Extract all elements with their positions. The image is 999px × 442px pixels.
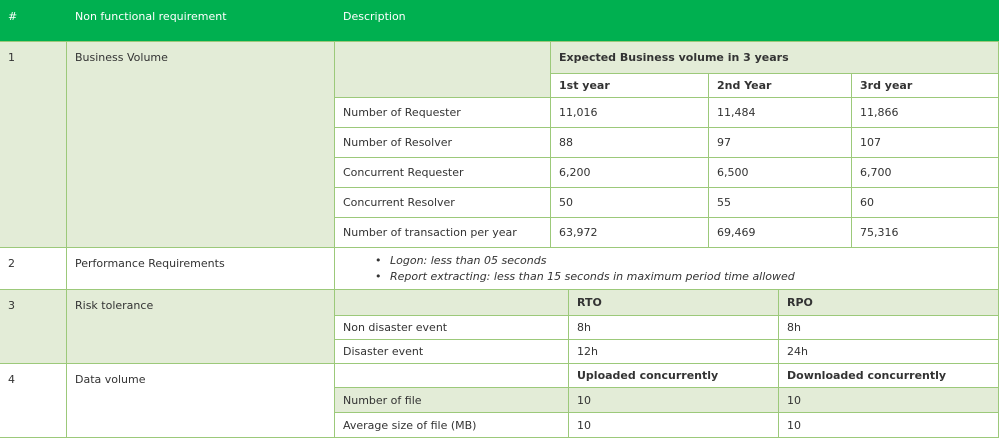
header-num: # xyxy=(8,10,18,23)
metric-value: 50 xyxy=(551,188,709,218)
risk-event-label: Non disaster event xyxy=(335,316,569,340)
risk-value: 8h xyxy=(779,316,999,340)
row1-blank-corner xyxy=(335,42,551,98)
rpo-header: RPO xyxy=(779,290,999,316)
metric-value: 11,484 xyxy=(709,98,852,128)
metric-value: 6,700 xyxy=(852,158,999,188)
bullet-icon: • xyxy=(375,270,382,283)
row4-num: 4 xyxy=(0,364,67,438)
row3-name: Risk tolerance xyxy=(67,290,335,364)
metric-value: 55 xyxy=(709,188,852,218)
year-1-header: 1st year xyxy=(551,74,709,98)
row1-name: Business Volume xyxy=(67,42,335,248)
data-item-label: Number of file xyxy=(335,388,569,413)
metric-value: 11,016 xyxy=(551,98,709,128)
metric-value: 6,500 xyxy=(709,158,852,188)
performance-description xyxy=(335,248,999,290)
metric-value: 6,200 xyxy=(551,158,709,188)
downloaded-header: Downloaded concurrently xyxy=(779,364,999,388)
metric-value: 69,469 xyxy=(709,218,852,248)
row2-name: Performance Requirements xyxy=(67,248,335,290)
data-value: 10 xyxy=(569,388,779,413)
year-2-header: 2nd Year xyxy=(709,74,852,98)
metric-label: Number of Resolver xyxy=(335,128,551,158)
row3-blank-corner xyxy=(335,290,569,316)
row4-name: Data volume xyxy=(67,364,335,438)
risk-value: 8h xyxy=(569,316,779,340)
metric-label: Concurrent Requester xyxy=(335,158,551,188)
row2-num: 2 xyxy=(0,248,67,290)
data-value: 10 xyxy=(779,388,999,413)
metric-value: 11,866 xyxy=(852,98,999,128)
metric-value: 63,972 xyxy=(551,218,709,248)
metric-value: 107 xyxy=(852,128,999,158)
uploaded-header: Uploaded concurrently xyxy=(569,364,779,388)
risk-event-label: Disaster event xyxy=(335,340,569,364)
row1-num: 1 xyxy=(0,42,67,248)
metric-label: Concurrent Resolver xyxy=(335,188,551,218)
metric-value: 60 xyxy=(852,188,999,218)
metric-value: 97 xyxy=(709,128,852,158)
header-description: Description xyxy=(343,10,406,23)
performance-item-text: Logon: less than 05 seconds xyxy=(390,254,547,267)
performance-item-text: Report extracting: less than 15 seconds in maximum period time allowed xyxy=(390,270,795,283)
business-group-title: Expected Business volume in 3 years xyxy=(551,42,999,74)
metric-value: 88 xyxy=(551,128,709,158)
table-header xyxy=(0,0,999,42)
header-requirement: Non functional requirement xyxy=(75,10,227,23)
rto-header: RTO xyxy=(569,290,779,316)
row4-blank-corner xyxy=(335,364,569,388)
data-item-label: Average size of file (MB) xyxy=(335,413,569,438)
metric-value: 75,316 xyxy=(852,218,999,248)
data-value: 10 xyxy=(779,413,999,438)
metric-label: Number of transaction per year xyxy=(335,218,551,248)
bullet-icon: • xyxy=(375,254,382,267)
row3-num: 3 xyxy=(0,290,67,364)
data-value: 10 xyxy=(569,413,779,438)
risk-value: 12h xyxy=(569,340,779,364)
metric-label: Number of Requester xyxy=(335,98,551,128)
risk-value: 24h xyxy=(779,340,999,364)
year-3-header: 3rd year xyxy=(852,74,999,98)
